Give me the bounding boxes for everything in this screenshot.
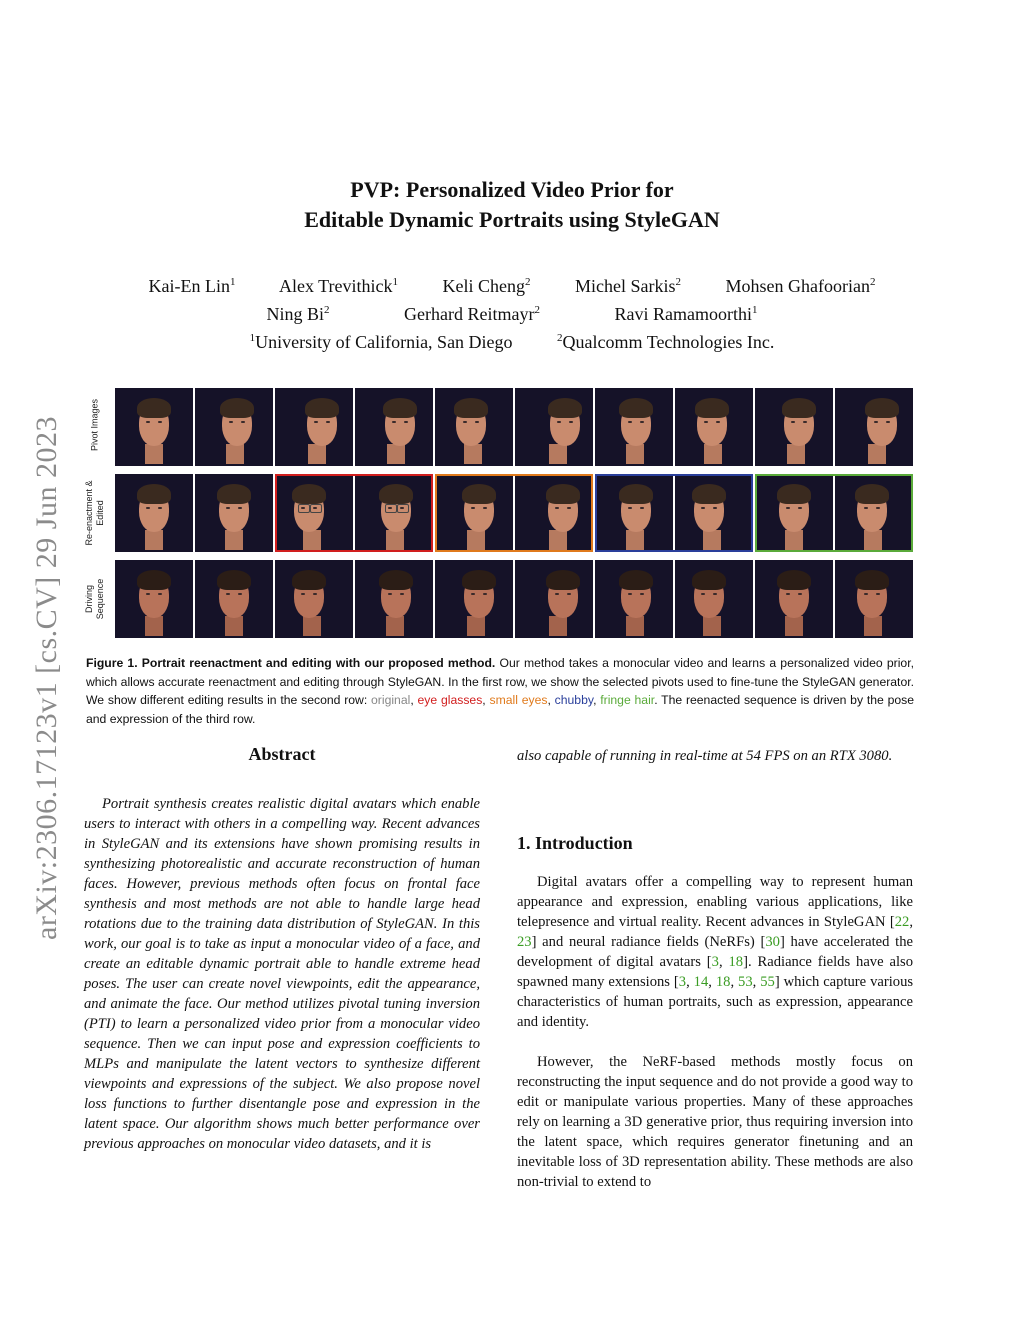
figure-caption: Figure 1. Portrait reenactment and editing with our proposed method. Our method takes a monocular video and learns a personalized video prior, which allows accurate reenactment and editing through StyleGAN. In the first row, we show the selected pivots used to fine-tune the StyleGAN generator. We show different editing results in the second row: original, eye glasses, small eyes, chubby, fringe hair. The reenacted sequence is driven by the pose and expression of the third row. [86, 656, 915, 726]
portrait-thumbnail [755, 388, 833, 466]
citation-link[interactable]: 18 [715, 974, 731, 990]
row-label-pivot: Pivot Images [89, 398, 100, 452]
citation-link[interactable]: 30 [765, 934, 780, 950]
portrait-thumbnail [755, 474, 833, 552]
author-block [0, 270, 1024, 354]
caption-original: original [371, 693, 411, 707]
affiliation-row [0, 326, 1024, 354]
row-label-reenactment: Re-enactment & Edited [84, 480, 105, 546]
author: Gerhard Reitmayr$^2$ [404, 304, 540, 324]
portrait-thumbnail [595, 474, 673, 552]
portrait-thumbnail [115, 560, 193, 638]
portrait-thumbnail [275, 474, 353, 552]
portrait-thumbnail [355, 388, 433, 466]
citation-link[interactable]: 53 [738, 974, 753, 990]
caption-small-eyes: small eyes [489, 693, 548, 707]
portrait-thumbnail [835, 560, 913, 638]
portrait-thumbnail [515, 388, 593, 466]
citation-link[interactable]: 3 [678, 974, 687, 990]
author: Alex Trevithick$^1$ [279, 276, 399, 296]
portrait-thumbnail [675, 560, 753, 638]
citation-link[interactable]: 3 [711, 954, 719, 970]
intro-paragraph-1: Digital avatars offer a compelling way to represent human appearance and expression, enabling various applications, like telepresence and virtual reality. Recent advances in StyleGAN [22, 23] and neural radiance fields (NeRFs) [30] have accelerated the development of digital avatars [3, 18]. Radiance fields have also spawned many extensions [3, 14, 18, 53, 55] which capture various characteristics of human portraits, such as expression, appearance and identity. [517, 874, 914, 1030]
arxiv-stamp: arXiv:2306.17123v1 [cs.CV] 29 Jun 2023 [30, 416, 63, 940]
portrait-thumbnail [275, 560, 353, 638]
portrait-thumbnail [275, 388, 353, 466]
author: Ravi Ramamoorthi$^1$ [614, 304, 758, 324]
caption-fringe-hair: fringe hair [600, 693, 655, 707]
portrait-thumbnail [675, 388, 753, 466]
abstract-continuation: also capable of running in real-time at 54 FPS on an RTX 3080. [517, 748, 893, 764]
portrait-thumbnail [515, 560, 593, 638]
citation-link[interactable]: 55 [760, 974, 775, 990]
portrait-thumbnail [595, 560, 673, 638]
portrait-thumbnail [595, 388, 673, 466]
abstract-heading: Abstract [248, 744, 316, 764]
portrait-thumbnail [835, 388, 913, 466]
portrait-thumbnail [835, 474, 913, 552]
title-line-1: PVP: Personalized Video Prior for [350, 177, 674, 202]
intro-paragraph-2: However, the NeRF-based methods mostly focus on reconstructing the input sequence and do not provide a good way to edit or manipulate various properties. Many of these approaches rely on learning a 3D generative prior, thus requiring inversion into the latent space, which requires generator finetuning and an inevitable loss of 3D representation ability. These methods are also non-trivial to extend to [517, 1054, 913, 1190]
row-label-driving: Driving Sequence [84, 578, 105, 620]
portrait-thumbnail [435, 474, 513, 552]
portrait-thumbnail [755, 560, 833, 638]
author: Michel Sarkis$^2$ [575, 276, 682, 296]
author: Ning Bi$^2$ [266, 304, 330, 324]
edited-images-strip [115, 474, 913, 552]
caption-text-end: The reenacted sequence is driven by the pose and expression of the third row. [86, 693, 915, 726]
teaser-figure [86, 386, 916, 642]
portrait-thumbnail [115, 388, 193, 466]
caption-eye-glasses: eye glasses [417, 693, 483, 707]
author: Kai-En Lin$^1$ [148, 276, 236, 296]
portrait-thumbnail [675, 474, 753, 552]
caption-chubby: chubby [554, 693, 594, 707]
caption-lead: Figure 1. Portrait reenactment and editing with our proposed method. [86, 656, 496, 670]
author: Mohsen Ghafoorian$^2$ [725, 276, 876, 296]
portrait-thumbnail [435, 388, 513, 466]
portrait-thumbnail [195, 560, 273, 638]
paper-title [0, 175, 1024, 235]
citation-link[interactable]: 22 [894, 914, 910, 930]
affiliation: $^2$Qualcomm Technologies Inc. [557, 332, 775, 352]
caption-text: Our method takes a monocular video and learns a personalized video prior, which allows accurate reenactment and editing through StyleGAN. In the first row, we show the selected pivots used to fine-tune the StyleGAN generator. We show different editing results in the second row: [86, 656, 914, 707]
introduction-heading: 1. Introduction [517, 833, 633, 853]
citation-link[interactable]: 23 [517, 934, 532, 950]
portrait-thumbnail [355, 560, 433, 638]
portrait-thumbnail [355, 474, 433, 552]
pivot-images-strip [115, 388, 913, 466]
portrait-thumbnail [435, 560, 513, 638]
affiliation: $^1$University of California, San Diego [249, 332, 513, 352]
citation-link[interactable]: 14 [693, 974, 709, 990]
author-row-2 [0, 298, 1024, 326]
author-row-1 [0, 270, 1024, 298]
driving-sequence-strip [115, 560, 913, 638]
citation-link[interactable]: 18 [728, 954, 744, 970]
portrait-thumbnail [195, 388, 273, 466]
portrait-thumbnail [195, 474, 273, 552]
portrait-thumbnail [115, 474, 193, 552]
title-line-2: Editable Dynamic Portraits using StyleGAN [304, 207, 720, 232]
portrait-thumbnail [515, 474, 593, 552]
abstract-body: Portrait synthesis creates realistic digital avatars which enable users to interact with others in a compelling way. Recent advances in StyleGAN and its extensions have shown promising results in synthesizing photorealistic and accurate reconstruction of human faces. However, previous methods often focus on frontal face synthesis and most methods are not able to handle large head rotations due to the training data distribution of StyleGAN. In this work, our goal is to take as input a monocular video of a face, and create an editable dynamic portrait able to handle extreme head poses. The user can create novel viewpoints, edit the appearance, and animate the face. Our method utilizes pivotal tuning inversion (PTI) to learn a personalized video prior from a monocular video sequence. Then we can input pose and expression coefficients to MLPs and manipulate the latent vectors to synthesize different viewpoints and expressions of the subject. We also propose novel loss functions to further disentangle pose and expression in the latent space. Our algorithm shows much better performance over previous approaches on monocular video datasets, and it is [84, 796, 480, 1152]
author: Keli Cheng$^2$ [442, 276, 531, 296]
